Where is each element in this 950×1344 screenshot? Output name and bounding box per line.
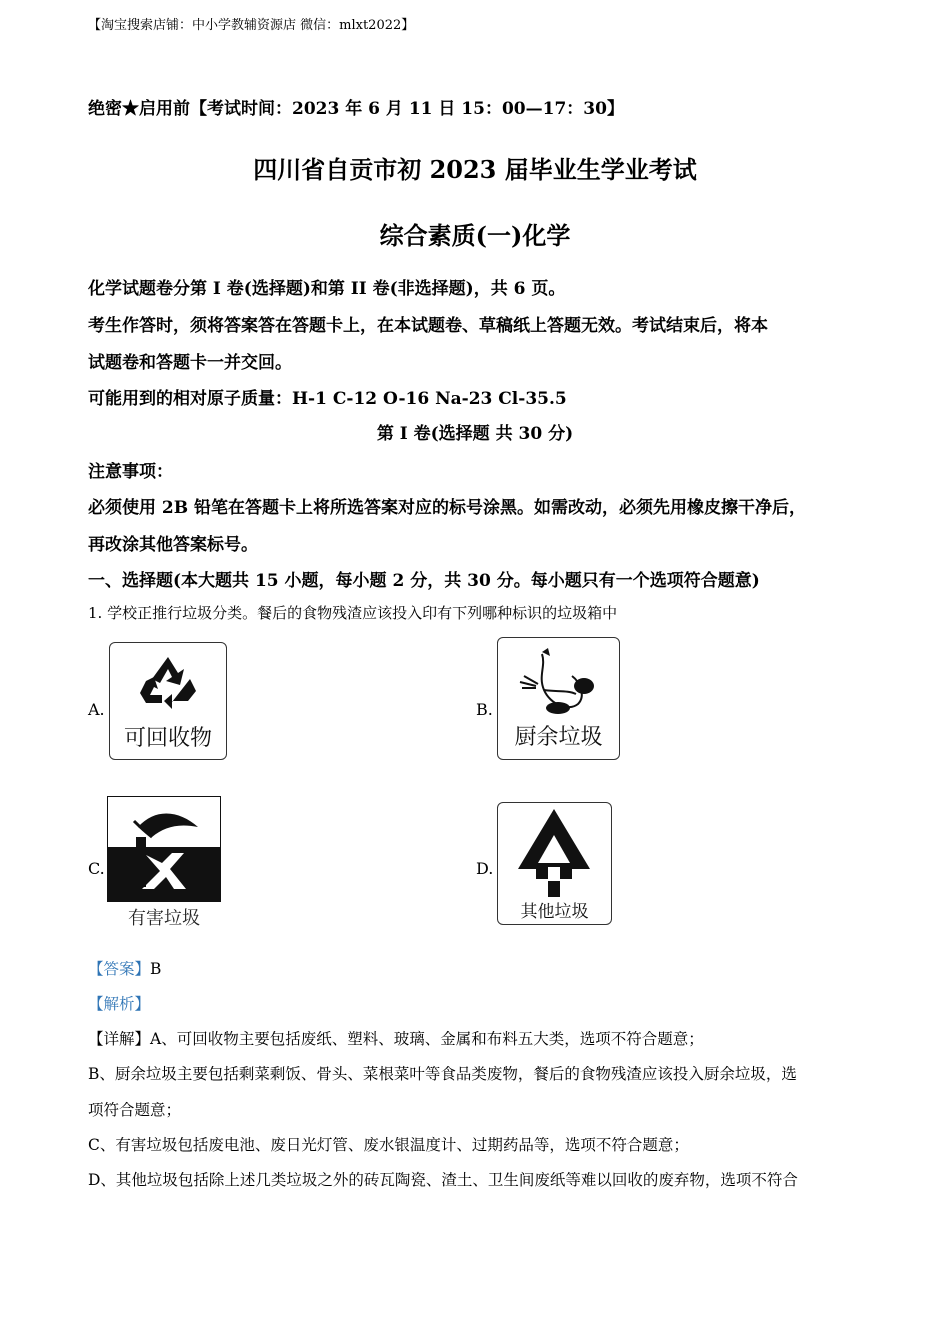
section-title: 第 I 卷(选择题 共 30 分) [376, 424, 574, 444]
option-b-sign [497, 637, 620, 760]
recycle-icon [138, 655, 198, 711]
intro-line-1: 化学试题卷分第 I 卷(选择题)和第 II 卷(非选择题)，共 6 页。 [88, 279, 566, 299]
intro-line-3: 试题卷和答题卡一并交回。 [88, 353, 292, 373]
atomic-mass-line: 可能用到的相对原子质量：H-1 C-12 O-16 Na-23 Cl-35.5 [88, 389, 567, 409]
answer-value: B [150, 960, 162, 978]
notice-heading: 注意事项： [88, 462, 173, 482]
option-c-label: C. [88, 859, 105, 878]
option-b-caption: 厨余垃圾 [514, 725, 603, 750]
exam-notice: 绝密★启用前【考试时间：2023 年 6 月 11 日 15：00—17：30】 [88, 99, 624, 119]
kitchen-waste-icon [516, 646, 600, 722]
answer-tag: 【答案】 [88, 960, 151, 978]
explanation-a: A、可回收物主要包括废纸、塑料、玻璃、金属和布料五大类，选项不符合题意； [150, 1030, 704, 1048]
hazardous-waste-icon [108, 797, 220, 901]
explanation-line-4: C、有害垃圾包括废电池、废日光灯管、废水银温度计、过期药品等，选项不符合题意； [88, 1136, 689, 1154]
part-heading: 一、选择题(本大题共 15 小题，每小题 2 分，共 30 分。每小题只有一个选项符合题意) [88, 571, 760, 591]
option-d-caption: 其他垃圾 [520, 902, 589, 922]
answer-line [88, 957, 161, 979]
explanation-line-3: 项符合题意； [88, 1101, 182, 1119]
notice-line-2: 再改涂其他答案标号。 [88, 535, 258, 555]
intro-line-2: 考生作答时，须将答案答在答题卡上，在本试题卷、草稿纸上答题无效。考试结束后，将本 [88, 316, 768, 336]
notice-line-1: 必须使用 2B 铅笔在答题卡上将所选答案对应的标号涂黑。如需改动，必须先用橡皮擦干净后， [88, 498, 807, 518]
explanation-line-5: D、其他垃圾包括除上述几类垃圾之外的砖瓦陶瓷、渣土、卫生间废纸等难以回收的废弃物，选项不符合 [88, 1171, 798, 1189]
exam-subtitle: 综合素质(一)化学 [379, 221, 571, 250]
other-waste-icon [514, 807, 594, 899]
header-note: 【淘宝搜索店铺：中小学教辅资源店 微信：mlxt2022】 [88, 18, 415, 33]
analysis-tag: 【解析】 [88, 995, 151, 1013]
exam-title: 四川省自贡市初 2023 届毕业生学业考试 [253, 155, 697, 184]
option-d-sign [497, 802, 612, 925]
option-c-sign [107, 796, 221, 902]
option-a-caption: 可回收物 [123, 726, 212, 751]
question-1: 1. 学校正推行垃圾分类。餐后的食物残渣应该投入印有下列哪种标识的垃圾箱中 [88, 604, 618, 622]
option-a-label: A. [88, 700, 105, 719]
explanation-line-1 [88, 1027, 704, 1049]
option-a-sign [109, 642, 227, 760]
option-d-label: D. [476, 859, 494, 878]
option-c-caption: 有害垃圾 [128, 908, 200, 929]
option-b-label: B. [476, 700, 493, 719]
detail-tag: 【详解】 [88, 1030, 151, 1048]
explanation-line-2: B、厨余垃圾主要包括剩菜剩饭、骨头、菜根菜叶等食品类废物，餐后的食物残渣应该投入厨余垃圾，选 [88, 1065, 797, 1083]
